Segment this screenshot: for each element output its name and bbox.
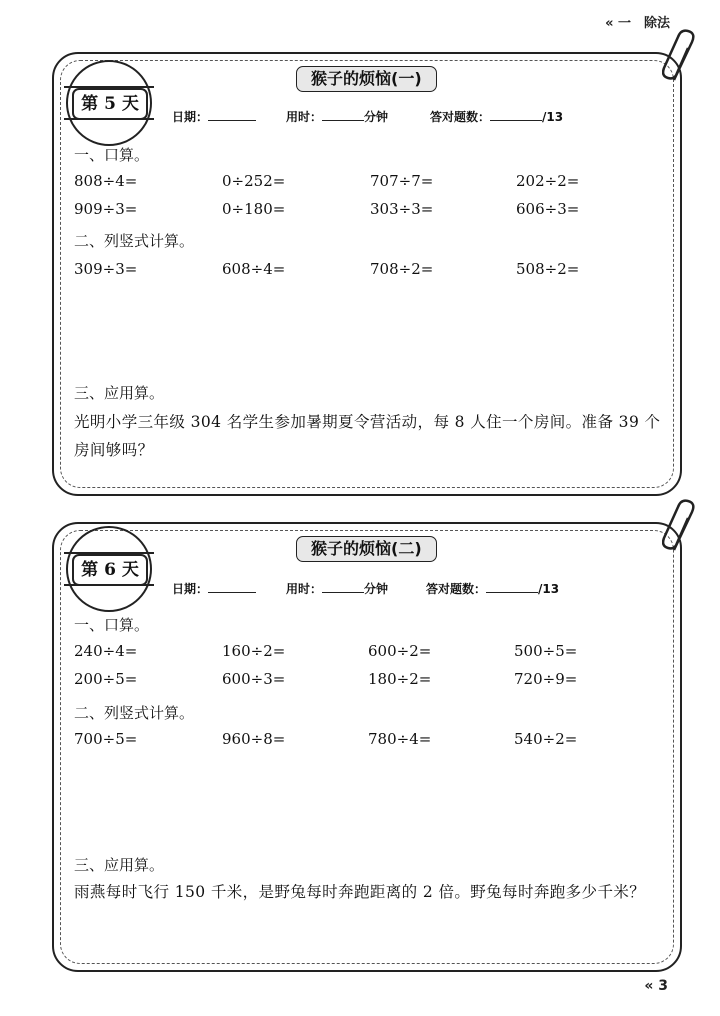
oral-problem: 600÷2= bbox=[368, 642, 432, 660]
oral-problem: 720÷9= bbox=[514, 670, 578, 688]
time-unit: 分钟 bbox=[364, 110, 389, 124]
section-vertical-title: 二、列竖式计算。 bbox=[74, 232, 195, 250]
word-problem: 光明小学三年级 304 名学生参加暑期夏令营活动，每 8 人住一个房间。准备 39 个房间够吗？ bbox=[74, 413, 661, 459]
day-label: 第 5 天 bbox=[72, 88, 148, 120]
vertical-problem: 508÷2= bbox=[516, 260, 580, 278]
oral-problem: 303÷3= bbox=[370, 200, 434, 218]
vertical-problem: 700÷5= bbox=[74, 730, 138, 748]
section-oral-title: 一、口算。 bbox=[74, 616, 150, 634]
time-field[interactable] bbox=[286, 580, 388, 597]
time-field[interactable] bbox=[286, 108, 388, 125]
unit-tag: « 一 除法 bbox=[605, 16, 670, 31]
time-unit: 分钟 bbox=[364, 582, 389, 596]
score-label: 答对题数： bbox=[430, 110, 491, 124]
worksheet-title: 猴子的烦恼(一) bbox=[296, 66, 437, 92]
score-label: 答对题数： bbox=[426, 582, 487, 596]
oral-problem: 200÷5= bbox=[74, 670, 138, 688]
score-field[interactable] bbox=[430, 108, 563, 125]
vertical-problem: 708÷2= bbox=[370, 260, 434, 278]
word-problem: 雨燕每时飞行 150 千米，是野兔每时奔跑距离的 2 倍。野兔每时奔跑多少千米？ bbox=[74, 883, 646, 901]
paperclip-icon bbox=[662, 28, 702, 88]
day-badge bbox=[66, 526, 152, 612]
day-card bbox=[52, 52, 682, 496]
score-total: /13 bbox=[538, 582, 560, 596]
score-field[interactable] bbox=[426, 580, 559, 597]
date-field[interactable] bbox=[172, 580, 256, 597]
oral-problem: 0÷252= bbox=[222, 172, 286, 190]
oral-problem: 808÷4= bbox=[74, 172, 138, 190]
section-oral-title: 一、口算。 bbox=[74, 146, 150, 164]
oral-problem: 707÷7= bbox=[370, 172, 434, 190]
day-badge bbox=[66, 60, 152, 146]
oral-problem: 600÷3= bbox=[222, 670, 286, 688]
time-label: 用时： bbox=[286, 110, 323, 124]
date-field[interactable] bbox=[172, 108, 256, 125]
oral-problem: 180÷2= bbox=[368, 670, 432, 688]
day-label: 第 6 天 bbox=[72, 554, 148, 586]
vertical-problem: 309÷3= bbox=[74, 260, 138, 278]
oral-problem: 500÷5= bbox=[514, 642, 578, 660]
section-vertical-title: 二、列竖式计算。 bbox=[74, 704, 195, 722]
oral-problem: 202÷2= bbox=[516, 172, 580, 190]
vertical-problem: 540÷2= bbox=[514, 730, 578, 748]
vertical-problem: 960÷8= bbox=[222, 730, 286, 748]
paperclip-icon bbox=[662, 498, 702, 558]
oral-problem: 606÷3= bbox=[516, 200, 580, 218]
worksheet-title: 猴子的烦恼(二) bbox=[296, 536, 437, 562]
oral-problem: 909÷3= bbox=[74, 200, 138, 218]
vertical-problem: 608÷4= bbox=[222, 260, 286, 278]
date-label: 日期： bbox=[172, 110, 209, 124]
section-word-title: 三、应用算。 bbox=[74, 384, 165, 402]
section-word-title: 三、应用算。 bbox=[74, 856, 165, 874]
time-label: 用时： bbox=[286, 582, 323, 596]
day-card bbox=[52, 522, 682, 972]
page-number: « 3 bbox=[644, 978, 668, 994]
date-label: 日期： bbox=[172, 582, 209, 596]
oral-problem: 0÷180= bbox=[222, 200, 286, 218]
vertical-problem: 780÷4= bbox=[368, 730, 432, 748]
score-total: /13 bbox=[542, 110, 564, 124]
oral-problem: 160÷2= bbox=[222, 642, 286, 660]
oral-problem: 240÷4= bbox=[74, 642, 138, 660]
